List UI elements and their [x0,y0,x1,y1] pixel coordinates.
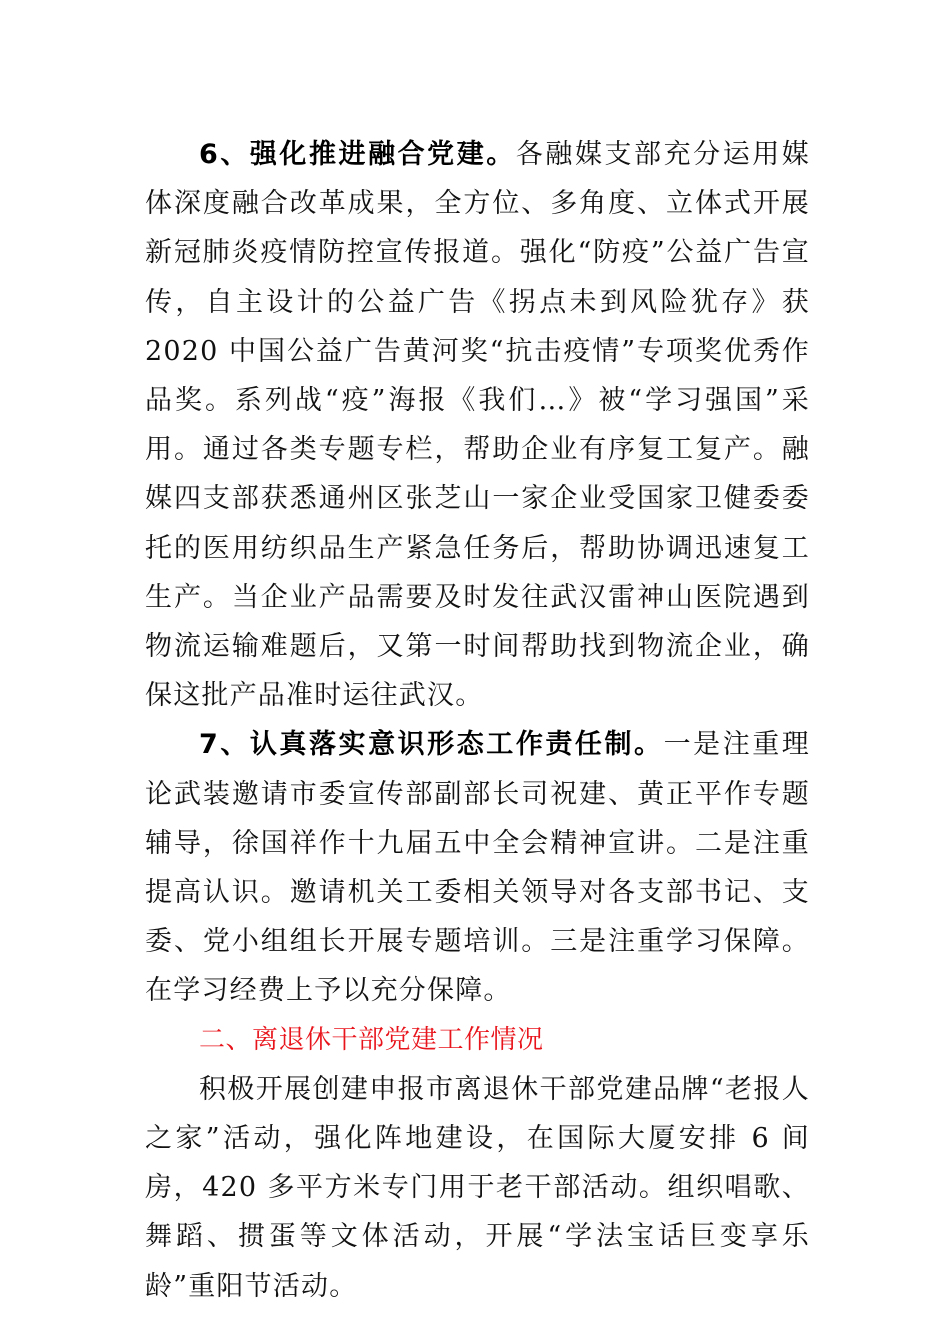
paragraph-7-text: 一是注重理论武装邀请市委宣传部副部长司祝建、黄正平作专题辅导，徐国祥作十九届五中全会精神宣讲。二是注重提高认识。邀请机关工委相关领导对各支部书记、支委、党小组组长开展专题培训。三是注重学习保障。在学习经费上予以充分保障。 [145,729,810,1007]
paragraph-6-lead: 6、强化推进融合党建。 [199,139,516,170]
paragraph-7-lead: 7、认真落实意识形态工作责任制。 [199,729,664,761]
paragraph-7 [145,720,810,1015]
paragraph-6 [145,130,810,720]
document-body [145,130,810,1311]
section-paragraph: 积极开展创建申报市离退休干部党建品牌“老报人之家”活动，强化阵地建设，在国际大厦安排 6 间房，420 多平方米专门用于老干部活动。组织唱歌、舞蹈、掼蛋等文体活动，开展“学法宝话巨变享乐龄”重阳节活动。 [145,1073,810,1302]
section-heading: 二、离退休干部党建工作情况 [199,1024,544,1055]
paragraph-6-text: 各融媒支部充分运用媒体深度融合改革成果，全方位、多角度、立体式开展新冠肺炎疫情防控宣传报道。强化“防疫”公益广告宣传，自主设计的公益广告《拐点未到风险犹存》获 2020 中国公益广告黄河奖“抗击疫情”专项奖优秀作品奖。系列战“疫”海报《我们…》被“学习强国”采用。通过各类专题专栏，帮助企业有序复工复产。融媒四支部获悉通州区张芝山一家企业受国家卫健委委托的医用纺织品生产紧急任务后，帮助协调迅速复工生产。当企业产品需要及时发往武汉雷神山医院遇到物流运输难题后，又第一时间帮助找到物流企业，确保这批产品准时运往武汉。 [145,139,810,712]
